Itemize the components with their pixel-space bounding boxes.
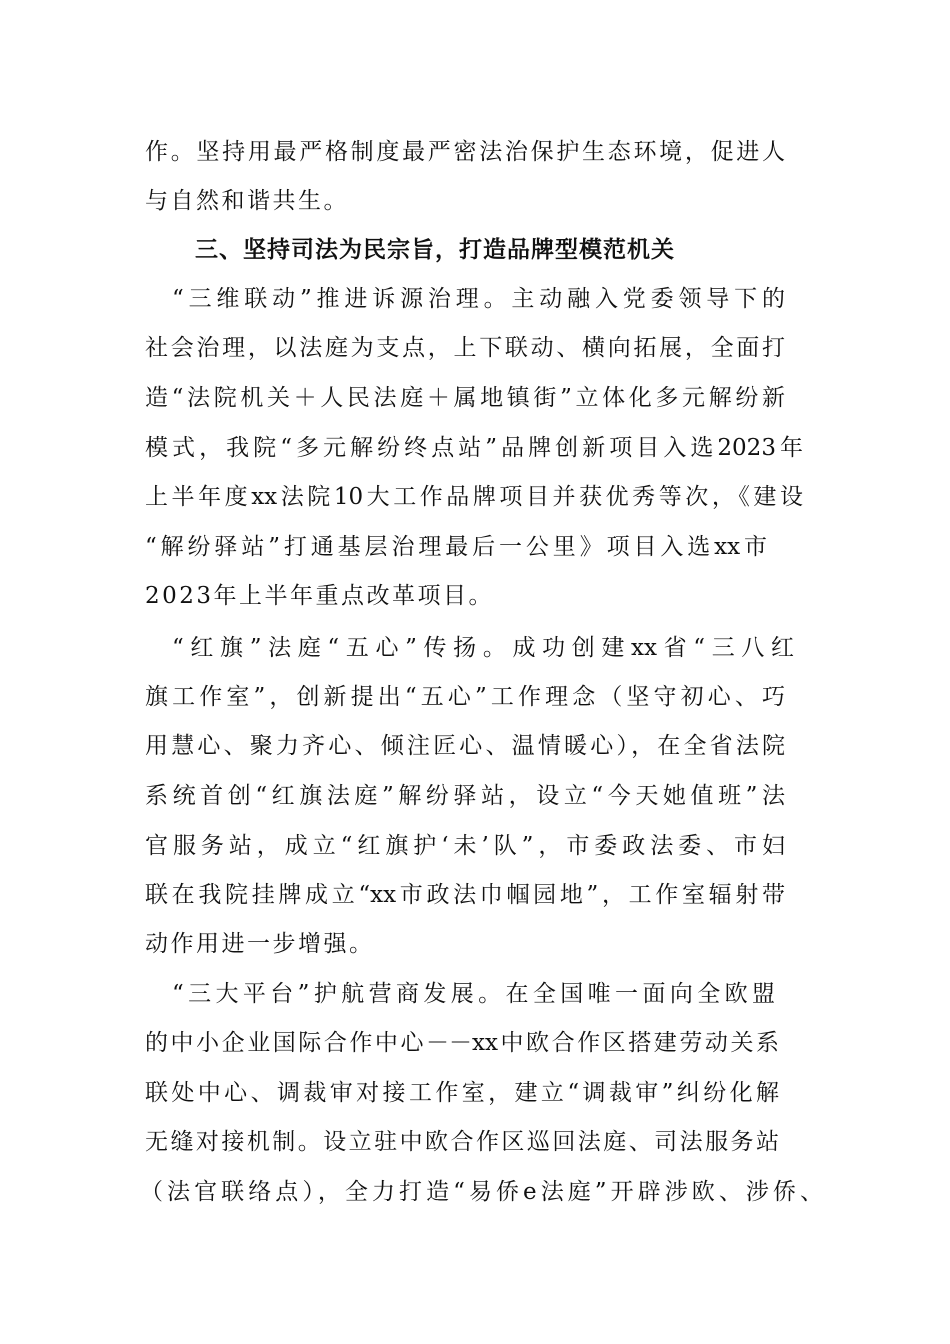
text-line: 旗工作室”，创新提出“五心”工作理念（坚守初心、巧 <box>145 684 785 710</box>
text-line: 的中小企业国际合作中心－－xx中欧合作区搭建劳动关系 <box>145 1030 779 1056</box>
text-line: 模式，我院“多元解纷终点站”品牌创新项目入选2023年 <box>145 435 803 461</box>
text-line: 联在我院挂牌成立“xx市政法巾帼园地”，工作室辐射带 <box>145 882 785 908</box>
text-line: 2023年上半年重点改革项目。 <box>145 583 495 609</box>
text-line: 上半年度xx法院10大工作品牌项目并获优秀等次，《建设 <box>145 484 803 510</box>
text-line: “三维联动”推进诉源治理。主动融入党委领导下的 <box>172 286 785 312</box>
text-line: “红旗”法庭“五心”传扬。成功创建xx省“三八红 <box>172 635 794 661</box>
text-line: 作。坚持用最严格制度最严密法治保护生态环境，促进人 <box>145 139 785 165</box>
text-line: 动作用进一步增强。 <box>145 931 375 957</box>
text-line: “三大平台”护航营商发展。在全国唯一面向全欧盟 <box>172 981 775 1007</box>
text-line: 官服务站，成立“红旗护‘未’队”，市委政法委、市妇 <box>145 833 785 859</box>
text-line: 造“法院机关＋人民法庭＋属地镇街”立体化多元解纷新 <box>145 385 785 411</box>
text-line: （法官联络点），全力打造“易侨e法庭”开辟涉欧、涉侨、 <box>140 1179 823 1205</box>
text-line: “解纷驿站”打通基层治理最后一公里》项目入选xx市 <box>145 534 767 560</box>
section-heading: 三、坚持司法为民宗旨，打造品牌型模范机关 <box>195 237 675 263</box>
text-line: 联处中心、调裁审对接工作室，建立“调裁审”纠纷化解 <box>145 1080 779 1106</box>
text-line: 与自然和谐共生。 <box>145 188 349 214</box>
text-line: 用慧心、聚力齐心、倾注匠心、温情暖心），在全省法院 <box>145 733 785 759</box>
text-line: 社会治理，以法庭为支点，上下联动、横向拓展，全面打 <box>145 335 785 361</box>
text-line: 系统首创“红旗法庭”解纷驿站，设立“今天她值班”法 <box>145 783 785 809</box>
text-line: 无缝对接机制。设立驻中欧合作区巡回法庭、司法服务站 <box>145 1129 779 1155</box>
